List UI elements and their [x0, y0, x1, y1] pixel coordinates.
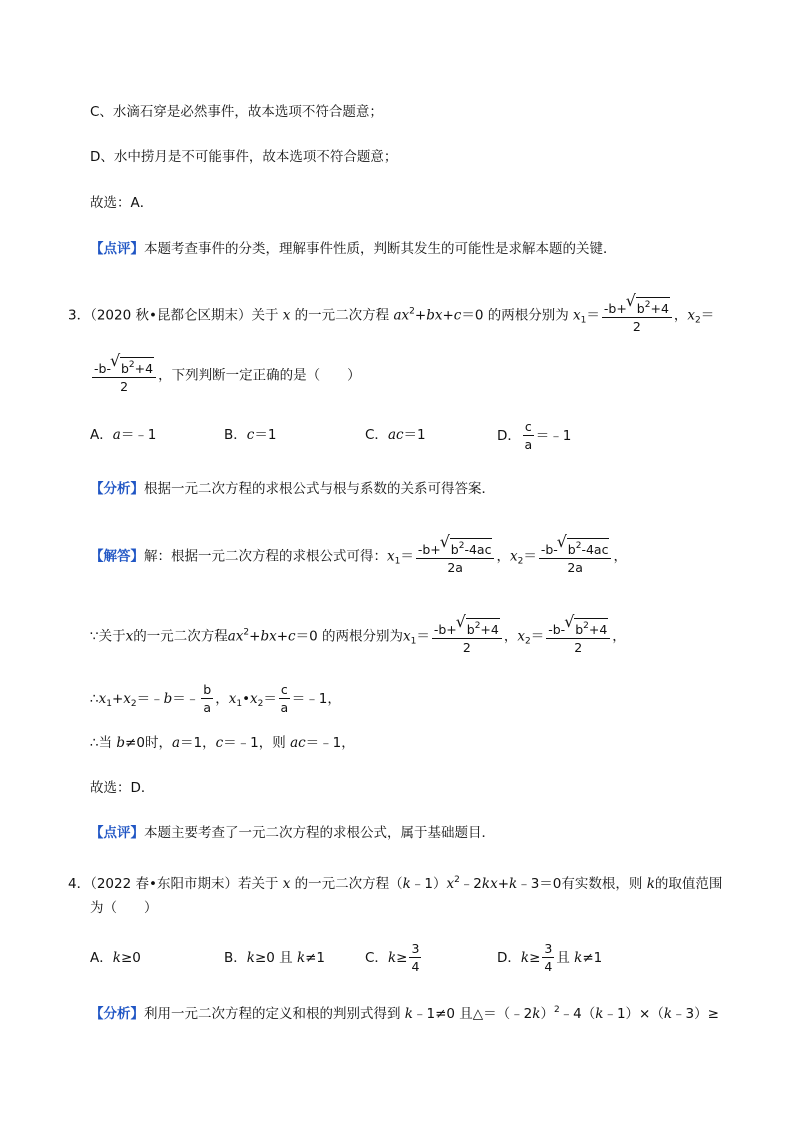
analysis-text: 根据一元二次方程的求根公式与根与系数的关系可得答案．	[144, 481, 495, 497]
q3-option-c[interactable]: C．ac＝1	[365, 427, 426, 443]
q3-stem-text: 的一元二次方程	[294, 307, 390, 324]
q3-therefore-2: ∴当 b≠0时，a＝1，c＝﹣1，则 ac＝﹣1，	[90, 735, 355, 751]
analysis-tag: 【分析】	[90, 481, 144, 497]
comment-1	[90, 239, 617, 259]
option-d-label: D．	[497, 428, 521, 444]
q4-option-b[interactable]: B．k≥0 且 k≠1	[224, 950, 326, 966]
q3-option-a[interactable]: A．a＝﹣1	[90, 427, 157, 443]
comment-tag: 【点评】	[90, 241, 144, 257]
formula-root1: $\frac{-b+√ b^2-4ac}{2a}$	[416, 538, 495, 575]
choice-conclusion: 故选：A．	[90, 195, 154, 211]
q3-therefore-1: $\therefore x_1+x_2=﹣b=﹣$ $\frac{b}{a}$ ，$x_1•x_2=$ $\frac{c}{a}$ ＝﹣1，	[90, 682, 341, 715]
q3-comment	[90, 823, 495, 843]
root2-fraction: $\frac{-b-√ b^2+4}{2}$	[92, 357, 156, 394]
comment-text: 本题考查事件的分类，理解事件性质，判断其发生的可能性是求解本题的关键．	[144, 241, 617, 257]
q4-option-c[interactable]: C．k≥ $\frac{3}{4}$	[365, 941, 420, 974]
option-d-explanation: D、水中捞月是不可能事件，故本选项不符合题意；	[90, 149, 398, 165]
q4-option-d[interactable]: D．k≥ $\frac{3}{4}$ 且 k≠1	[497, 941, 603, 974]
q4-option-a[interactable]: A．k≥0	[90, 950, 141, 966]
q3-option-b[interactable]: B．c＝1	[224, 427, 277, 443]
q3-analysis	[90, 479, 495, 499]
since-text-2: 的一元二次方程	[133, 628, 228, 645]
q3-stem-line2	[90, 357, 361, 394]
comment-text: 本题主要考查了一元二次方程的求根公式，属于基础题目．	[144, 825, 495, 841]
analysis-tag: 【分析】	[90, 1006, 144, 1022]
root1-fraction: $\frac{-b+√ b^2+4}{2}$	[602, 297, 672, 334]
comment-tag: 【点评】	[90, 825, 144, 841]
q3-stem-text-2: ＝0 的两根分别为	[461, 307, 569, 324]
since-text-3: ＝0 的两根分别为	[295, 628, 403, 645]
q3-option-d[interactable]: D． $\frac{c}{a}$ ＝﹣1	[497, 419, 572, 452]
q3-choice: 故选：D．	[90, 780, 155, 796]
q3-question: ，下列判断一定正确的是（ ）	[158, 367, 361, 384]
q3-stem-line1: 3．（2020 秋•昆都仑区期末）关于 x 的一元二次方程 $ax^2+bx+c=0$ 的两根分别为 $x_1=$ $\frac{-b+√ b^2+4}{2}$ ，$x_2=$	[68, 297, 714, 334]
q4-analysis: 【分析】利用一元二次方程的定义和根的判别式得到 k﹣1≠0 且△＝（﹣2k）$^2$﹣4（k﹣1）×（k﹣3）≥	[90, 1005, 719, 1022]
option-d-value: ＝﹣1	[535, 428, 572, 444]
since-text: ∵关于	[90, 628, 126, 645]
answer-text: 解：根据一元二次方程的求根公式可得：	[144, 548, 387, 565]
q3-source: 3．（2020 秋•昆都仑区期末）关于	[68, 307, 279, 324]
formula-root2: $\frac{-b-√ b^2-4ac}{2a}$	[539, 538, 612, 575]
q3-since-line: ∵关于x的一元二次方程$ax^2+bx+c=0$ 的两根分别为$x_1=$ $\frac{-b+√ b^2+4}{2}$ ，$x_2=$ $\frac{-b-√ b^2+4}{2}$ ，	[90, 618, 626, 655]
answer-tag: 【解答】	[90, 548, 144, 565]
q3-answer-line: 【解答】解：根据一元二次方程的求根公式可得：$x_1=$ $\frac{-b+√ b^2-4ac}{2a}$ ，$x_2=$ $\frac{-b-√ b^2-4ac}{2a}$ ，	[90, 538, 627, 575]
option-c-explanation: C、水滴石穿是必然事件，故本选项不符合题意；	[90, 104, 383, 120]
q4-stem-line1: 4．（2022 春•东阳市期末）若关于 x 的一元二次方程$(k﹣1)x^2﹣2kx+k﹣3=0$有实数根，则 k的取值范围	[68, 875, 723, 892]
q4-stem-line2: 为（ ）	[90, 900, 158, 916]
